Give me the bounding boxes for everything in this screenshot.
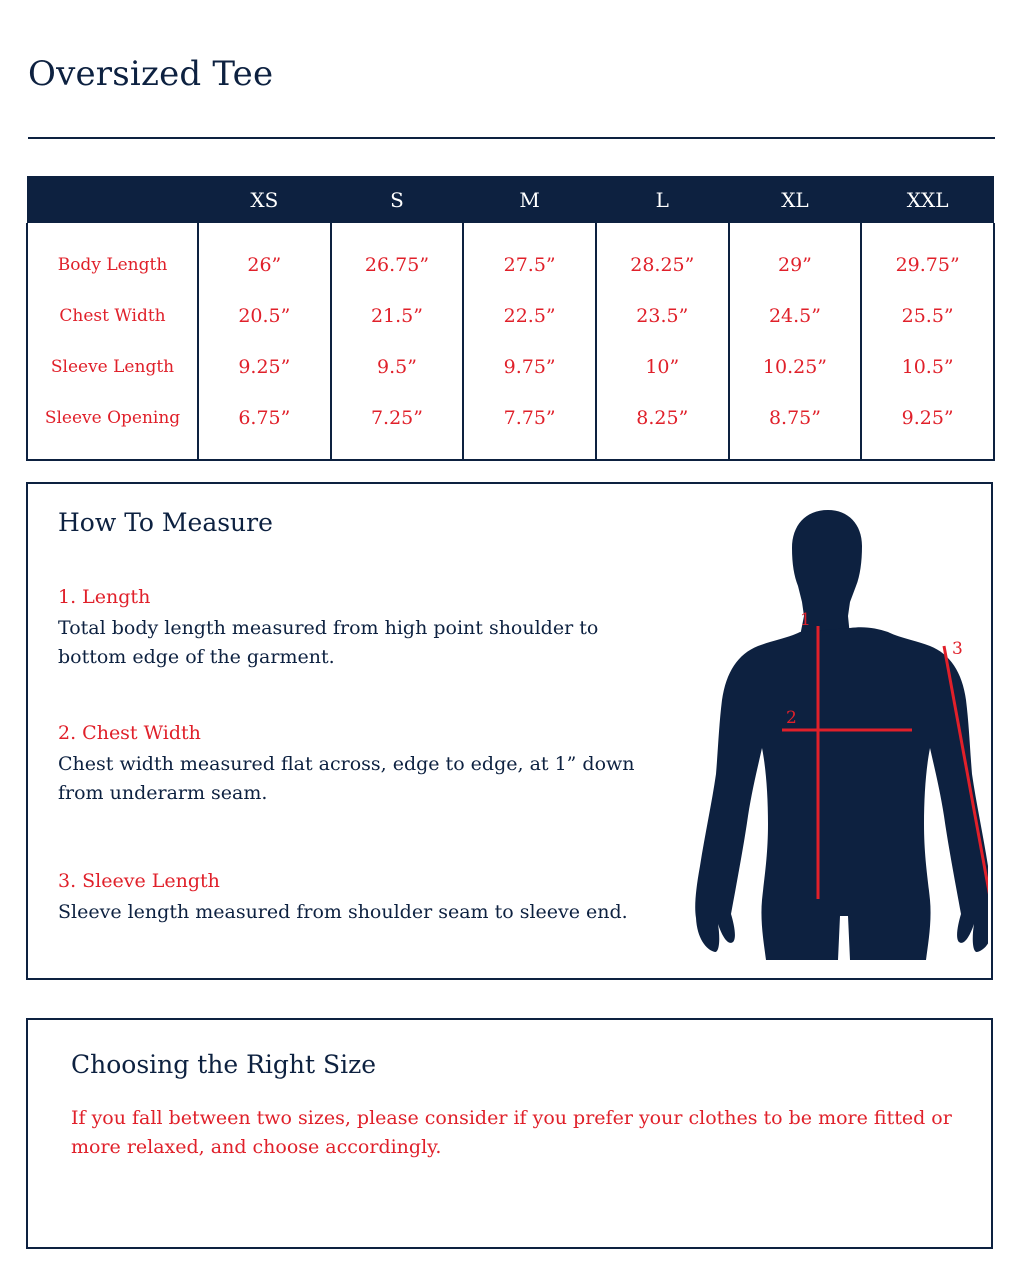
- table-cell: 24.5”: [729, 290, 862, 341]
- table-cell: 9.25”: [198, 341, 331, 392]
- figure-label-1: 1: [800, 610, 811, 630]
- table-row-sleeve-opening: [27, 392, 994, 460]
- figure-label-2: 2: [786, 708, 797, 728]
- page-title: Oversized Tee: [28, 54, 274, 94]
- table-cell: 9.5”: [331, 341, 464, 392]
- row-label: Sleeve Length: [27, 341, 198, 392]
- row-label: Sleeve Opening: [27, 392, 198, 460]
- table-cell: 20.5”: [198, 290, 331, 341]
- table-cell: 28.25”: [596, 223, 729, 290]
- table-row-chest-width: [27, 290, 994, 341]
- size-header-s: S: [331, 176, 464, 223]
- measure-step-chest-width: [58, 720, 658, 808]
- row-label: Chest Width: [27, 290, 198, 341]
- table-cell: 8.75”: [729, 392, 862, 460]
- measure-step-sleeve-length: [58, 868, 658, 927]
- how-to-measure-heading: How To Measure: [58, 508, 273, 537]
- table-cell: 23.5”: [596, 290, 729, 341]
- table-cell: 7.75”: [463, 392, 596, 460]
- size-chart-table: [26, 176, 995, 461]
- table-cell: 29”: [729, 223, 862, 290]
- size-header-xl: XL: [729, 176, 862, 223]
- step-title: 1. Length: [58, 586, 151, 608]
- size-header-xs: XS: [198, 176, 331, 223]
- choosing-size-panel: [26, 1018, 993, 1249]
- table-cell: 10.5”: [861, 341, 994, 392]
- step-title: 3. Sleeve Length: [58, 870, 220, 892]
- table-cell: 8.25”: [596, 392, 729, 460]
- choosing-size-heading: Choosing the Right Size: [71, 1050, 377, 1079]
- table-cell: 26”: [198, 223, 331, 290]
- choosing-size-text: If you fall between two sizes, please consider if you prefer your clothes to be more fitted or more relaxed, and choose accordingly.: [71, 1107, 952, 1158]
- size-header-row: [27, 176, 994, 223]
- table-row-body-length: [27, 223, 994, 290]
- table-cell: 29.75”: [861, 223, 994, 290]
- figure-label-3: 3: [952, 639, 963, 659]
- row-label: Body Length: [27, 223, 198, 290]
- step-description: Chest width measured flat across, edge to edge, at 1” down from underarm seam.: [58, 753, 635, 804]
- table-cell: 10.25”: [729, 341, 862, 392]
- measure-step-length: [58, 584, 658, 672]
- table-cell: 26.75”: [331, 223, 464, 290]
- header-empty-cell: [27, 176, 198, 223]
- table-cell: 27.5”: [463, 223, 596, 290]
- size-header-xxl: XXL: [861, 176, 994, 223]
- size-header-l: L: [596, 176, 729, 223]
- table-cell: 6.75”: [198, 392, 331, 460]
- step-title: 2. Chest Width: [58, 722, 201, 744]
- table-cell: 9.75”: [463, 341, 596, 392]
- step-description: Sleeve length measured from shoulder seam to sleeve end.: [58, 901, 628, 923]
- table-cell: 21.5”: [331, 290, 464, 341]
- size-header-m: M: [463, 176, 596, 223]
- table-cell: 9.25”: [861, 392, 994, 460]
- table-cell: 10”: [596, 341, 729, 392]
- table-cell: 25.5”: [861, 290, 994, 341]
- table-cell: 22.5”: [463, 290, 596, 341]
- step-description: Total body length measured from high point shoulder to bottom edge of the garment.: [58, 617, 599, 668]
- title-divider: [28, 137, 995, 139]
- table-row-sleeve-length: [27, 341, 994, 392]
- body-silhouette-icon: [688, 504, 988, 974]
- table-cell: 7.25”: [331, 392, 464, 460]
- how-to-measure-panel: [26, 482, 993, 980]
